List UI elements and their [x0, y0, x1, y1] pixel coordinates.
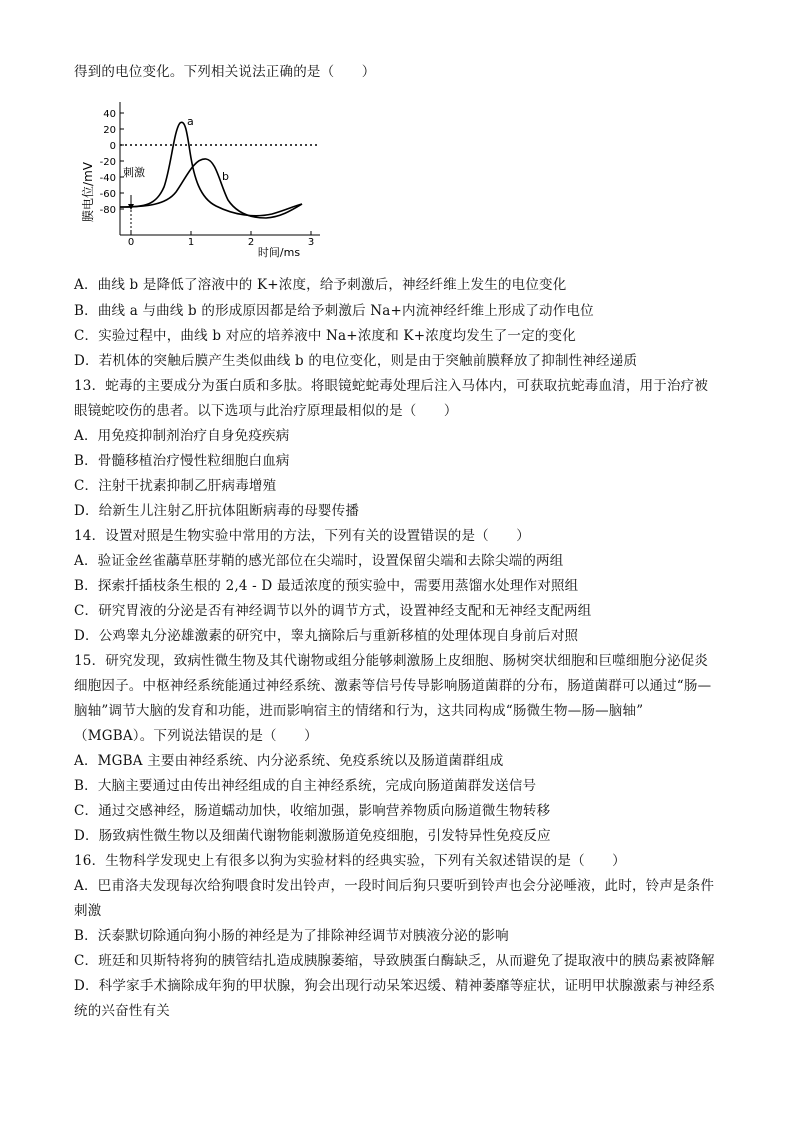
q16-option-d-line-2: 统的兴奋性有关: [74, 1003, 170, 1019]
y-tick-label: 20: [103, 125, 116, 136]
y-tick-label: 0: [109, 141, 116, 152]
y-tick-label: -60: [99, 189, 116, 200]
q16-option-b: B．沃泰默切除通向狗小肠的神经是为了排除神经调节对胰液分泌的影响: [74, 928, 509, 944]
q13-option-b: B．骨髓移植治疗慢性粒细胞白血病: [74, 453, 290, 469]
q16-option-a-line-1: A．巴甫洛夫发现每次给狗喂食时发出铃声，一段时间后狗只要听到铃声也会分泌唾液，此时，铃声是条件: [74, 878, 715, 894]
y-tick-label: 40: [103, 109, 116, 120]
stimulus-label: 刺激: [123, 166, 145, 179]
curve-a-label: a: [187, 115, 194, 128]
y-tick-label: -40: [99, 173, 116, 184]
y-tick-label: -20: [99, 157, 116, 168]
q16-stem: 16．生物科学发现史上有很多以狗为实验材料的经典实验，下列有关叙述错误的是（ ）: [74, 853, 626, 869]
q15-option-a: A．MGBA 主要由神经系统、内分泌系统、免疫系统以及肠道菌群组成: [74, 753, 504, 769]
q15-stem-line-1: 15．研究发现，致病性微生物及其代谢物或组分能够刺激肠上皮细胞、肠树突状细胞和巨噬细胞分泌促炎: [74, 653, 709, 669]
y-tick-label: -80: [99, 205, 116, 216]
q13-stem-line-1: 13．蛇毒的主要成分为蛋白质和多肽。将眼镜蛇蛇毒处理后注入马体内，可获取抗蛇毒血清，用于治疗被: [74, 378, 709, 394]
q13-option-a: A．用免疫抑制剂治疗自身免疫疾病: [74, 428, 290, 444]
y-axis-label: 膜电位/mV: [81, 162, 95, 222]
q12-option-a: A．曲线 b 是降低了溶液中的 K+浓度，给予刺激后，神经纤维上发生的电位变化: [74, 277, 567, 293]
x-tick-label: 1: [187, 237, 195, 248]
curve-b-label: b: [222, 170, 229, 183]
q13-option-c: C．注射干扰素抑制乙肝病毒增殖: [74, 478, 277, 494]
q14-option-a: A．验证金丝雀虉草胚芽鞘的感光部位在尖端时，设置保留尖端和去除尖端的两组: [74, 553, 564, 569]
q12-option-b: B．曲线 a 与曲线 b 的形成原因都是给予刺激后 Na+内流神经纤维上形成了动作电位: [74, 303, 594, 319]
q15-option-c: C．通过交感神经，肠道蠕动加快，收缩加强，影响营养物质向肠道微生物转移: [74, 803, 551, 819]
x-tick-label: 0: [127, 237, 135, 248]
q14-option-d: D．公鸡睾丸分泌雄激素的研究中，睾丸摘除后与重新移植的处理体现自身前后对照: [74, 628, 579, 644]
x-tick-label: 3: [307, 237, 315, 248]
q13-stem-line-2: 眼镜蛇咬伤的患者。以下选项与此治疗原理最相似的是（ ）: [74, 403, 458, 419]
q13-option-d: D．给新生儿注射乙肝抗体阻断病毒的母婴传播: [74, 503, 360, 519]
q14-option-c: C．研究胃液的分泌是否有神经调节以外的调节方式，设置神经支配和无神经支配两组: [74, 603, 592, 619]
q14-option-b: B．探索扦插枝条生根的 2,4 - D 最适浓度的预实验中，需要用蒸馏水处理作对照组: [74, 578, 579, 594]
q15-stem-line-3: 脑轴”调节大脑的发育和功能，进而影响宿主的情绪和行为，这共同构成“肠微生物—肠—脑轴”: [74, 703, 644, 719]
x-axis-label: 时间/ms: [257, 246, 301, 259]
q14-stem: 14．设置对照是生物实验中常用的方法，下列有关的设置错误的是（ ）: [74, 528, 530, 544]
q12-option-c: C．实验过程中，曲线 b 对应的培养液中 Na+浓度和 K+浓度均发生了一定的变化: [74, 328, 576, 344]
q16-option-c: C．班廷和贝斯特将狗的胰管结扎造成胰腺萎缩，导致胰蛋白酶缺乏，从而避免了提取液中的胰岛素被降解: [74, 953, 715, 969]
membrane-potential-figure: [76, 92, 336, 264]
curve-b: [120, 159, 302, 218]
q15-option-d: D．肠致病性微生物以及细菌代谢物能刺激肠道免疫细胞，引发特异性免疫反应: [74, 828, 551, 844]
question-12-stem-tail: 得到的电位变化。下列相关说法正确的是（ ）: [74, 64, 376, 80]
q12-option-d: D．若机体的突触后膜产生类似曲线 b 的电位变化，则是由于突触前膜释放了抑制性神经递质: [74, 353, 638, 369]
q15-stem-line-4: （MGBA）。下列说法错误的是（ ）: [74, 728, 318, 744]
q16-option-d-line-1: D．科学家手术摘除成年狗的甲状腺，狗会出现行动呆笨迟缓、精神萎靡等症状，证明甲状腺激素与神经系: [74, 978, 716, 994]
q16-option-a-line-2: 刺激: [74, 903, 102, 919]
q15-stem-line-2: 细胞因子。中枢神经系统能通过神经系统、激素等信号传导影响肠道菌群的分布，肠道菌群可以通过“肠—: [74, 678, 712, 694]
q15-option-b: B．大脑主要通过由传出神经组成的自主神经系统，完成向肠道菌群发送信号: [74, 778, 537, 794]
x-tick-label: 2: [247, 237, 255, 248]
curve-a: [120, 122, 302, 215]
